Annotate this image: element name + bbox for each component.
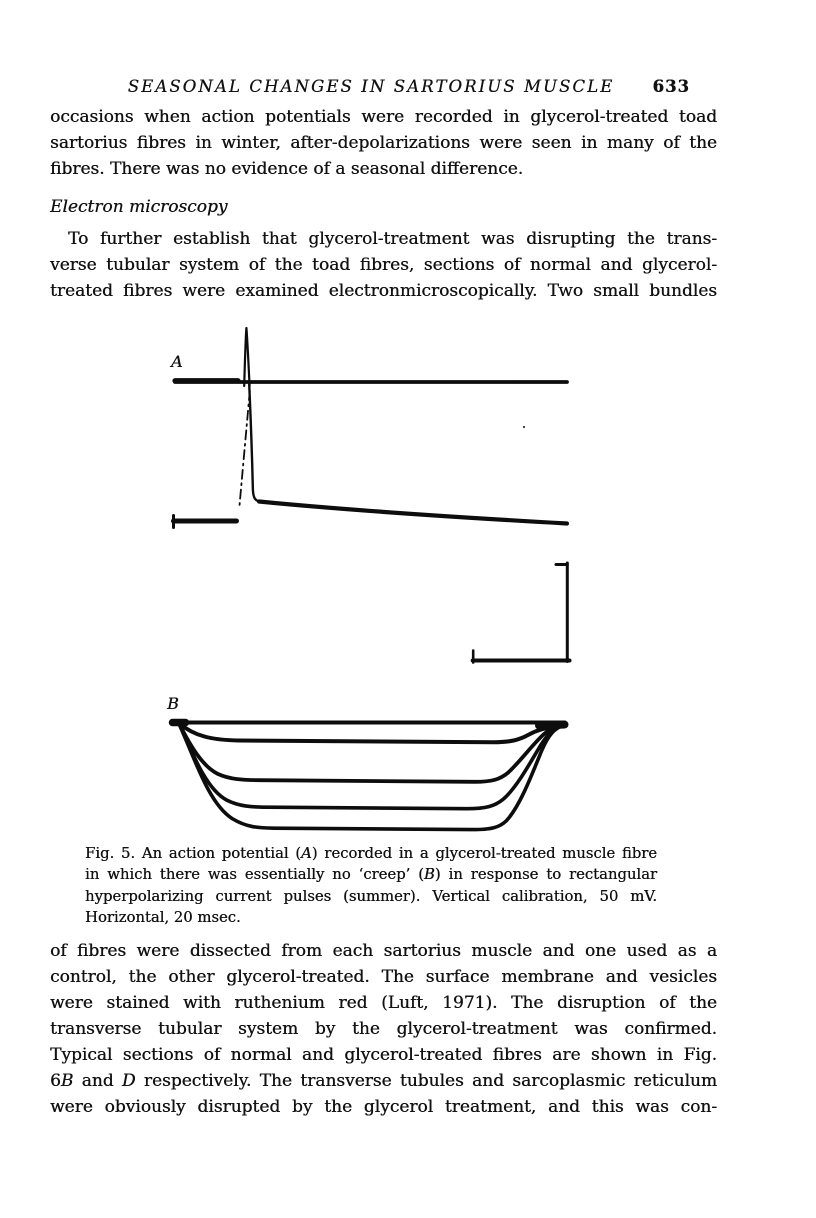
text-segment: respectively. The transverse tubules and sarcoplasmic reticulum	[135, 1071, 717, 1091]
trace-a-afterpotential-decay	[259, 502, 567, 524]
text-line: treated fibres were examined electronmicroscopically. Two small bundles	[50, 281, 717, 301]
text-line: Typical sections of normal and glycerol-treated fibres are shown in Fig.	[50, 1045, 717, 1065]
paragraph-3	[50, 938, 717, 1120]
text-line: were stained with ruthenium red (Luft, 1971). The disruption of the	[50, 993, 717, 1013]
trace-b-pulse-1	[180, 724, 558, 743]
text-line: occasions when action potentials were recorded in glycerol-treated toad	[50, 107, 717, 127]
caption-line: hyperpolarizing current pulses (summer). Vertical calibration, 50 mV.	[85, 887, 657, 905]
trace-a-stimulus-dashdot	[239, 391, 250, 509]
text-line: were obviously disrupted by the glycerol treatment, and this was con-	[50, 1097, 717, 1117]
trace-b-label: B	[167, 694, 179, 713]
figure-5-caption	[85, 843, 657, 929]
text-line: of fibres were dissected from each sartorius muscle and one used as a	[50, 941, 717, 961]
text-line: control, the other glycerol-treated. The surface membrane and vesicles	[50, 967, 717, 987]
caption-line	[85, 843, 657, 864]
page-number: 633	[652, 77, 690, 96]
text-line: fibres. There was no evidence of a seasonal difference.	[50, 159, 524, 179]
caption-line: Horizontal, 20 msec.	[85, 909, 241, 927]
text-segment: ) recorded in a glycerol-treated muscle fibre	[311, 845, 658, 862]
text-segment: and	[73, 1071, 122, 1091]
trace-a-falling-phase	[249, 384, 261, 502]
text-segment: in which there was essentially no ‘creep’ (	[85, 866, 424, 884]
trace-b-pulse-3	[179, 724, 561, 809]
caption-line	[85, 864, 657, 885]
text-segment: B	[60, 1071, 74, 1091]
text-segment: 6	[50, 1071, 61, 1091]
trace-b-pulse-2	[179, 724, 562, 782]
text-line: sartorius fibres in winter, after-depolarizations were seen in many of the	[50, 133, 717, 153]
text-segment: D	[121, 1071, 136, 1091]
text-line	[50, 1068, 717, 1094]
text-segment: A	[301, 845, 312, 862]
text-line: To further establish that glycerol-treatment was disrupting the trans-	[68, 229, 717, 249]
trace-a-spike	[244, 328, 249, 386]
trace-a-label: A	[171, 352, 183, 371]
text-segment: Fig. 5. An action potential (	[85, 845, 302, 862]
text-segment: ) in response to rectangular	[434, 866, 657, 884]
section-heading: Electron microscopy	[50, 197, 228, 217]
text-line: verse tubular system of the toad fibres, sections of normal and glycerol-	[50, 255, 717, 275]
running-title: SEASONAL CHANGES IN SARTORIUS MUSCLE	[127, 77, 615, 96]
text-line: transverse tubular system by the glycerol-treatment was confirmed.	[50, 1019, 717, 1039]
print-speck	[523, 426, 525, 428]
figure-5-traces	[150, 315, 590, 845]
text-segment: B	[423, 866, 435, 884]
